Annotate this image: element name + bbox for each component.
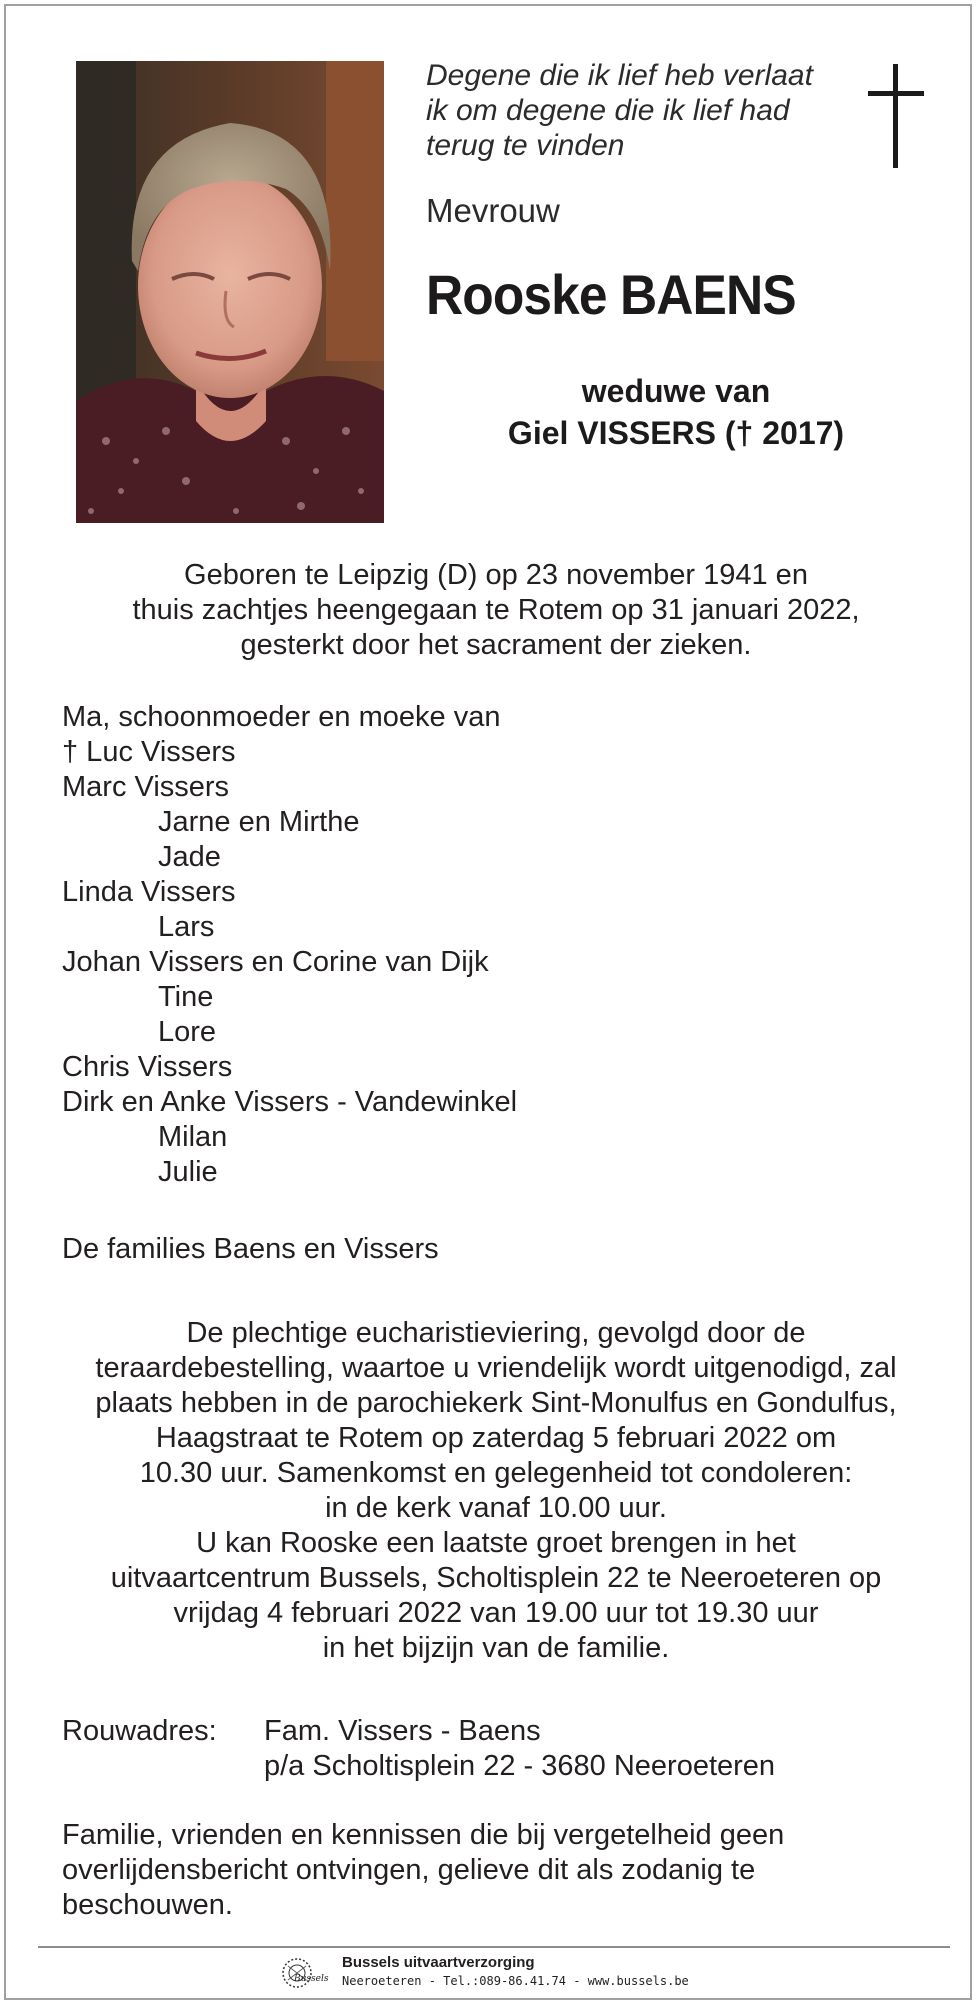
footer-text [342, 1954, 689, 1990]
family-member: Chris Vissers [62, 1051, 233, 1083]
address-line: p/a Scholtisplein 22 - 3680 Neeroeteren [264, 1750, 776, 1782]
family-intro: Ma, schoonmoeder en moeke van [62, 701, 501, 733]
notice-line: beschouwen. [62, 1889, 233, 1921]
ceremony-line: U kan Rooske een laatste groet brengen in het [196, 1527, 796, 1559]
cross-icon [868, 64, 924, 168]
families-line: De families Baens en Vissers [62, 1233, 439, 1265]
family-member: Linda Vissers [62, 876, 236, 908]
salutation: Mevrouw [426, 192, 560, 229]
ceremony-line: in het bijzijn van de familie. [322, 1632, 670, 1664]
ceremony-line: uitvaartcentrum Bussels, Scholtisplein 22 te Neeroeteren op [110, 1562, 882, 1594]
widow-of [446, 370, 906, 454]
logo-text: Bussels [294, 1974, 329, 1984]
grandchild: Julie [158, 1156, 218, 1188]
deceased-name: Rooske BAENS [426, 263, 796, 326]
verse-line: Degene die ik lief heb verlaat [426, 59, 813, 92]
family-member: Johan Vissers en Corine van Dijk [62, 946, 489, 978]
ceremony-line: in de kerk vanaf 10.00 uur. [325, 1492, 667, 1524]
grandchild: Tine [158, 981, 214, 1013]
family-member: Marc Vissers [62, 771, 230, 803]
memorial-verse [426, 58, 846, 163]
family-member: Dirk en Anke Vissers - Vandewinkel [62, 1086, 518, 1118]
obituary-card [4, 4, 972, 2000]
death-line: thuis zachtjes heengegaan te Rotem op 31 januari 2022, [132, 594, 860, 626]
ceremony-line: 10.30 uur. Samenkomst en gelegenheid tot condoleren: [139, 1457, 853, 1489]
grandchild: Jarne en Mirthe [158, 806, 360, 838]
ceremony-line: teraardebestelling, waartoe u vriendelijk wordt uitgenodigd, zal [95, 1352, 897, 1384]
company-logo [280, 1956, 332, 1992]
ceremony-line: vrijdag 4 februari 2022 van 19.00 uur tot 19.30 uur [173, 1597, 819, 1629]
birth-death-info [46, 558, 946, 663]
ceremony-line: plaats hebben in de parochiekerk Sint-Monulfus en Gondulfus, [95, 1387, 897, 1419]
verse-line: terug te vinden [426, 129, 625, 162]
company-name: Bussels uitvaartverzorging [342, 1954, 535, 1971]
sacrament-line: gesterkt door het sacrament der zieken. [240, 629, 752, 661]
address-line: Fam. Vissers - Baens [264, 1715, 541, 1747]
grandchild: Lars [158, 911, 215, 943]
notice-line: overlijdensbericht ontvingen, gelieve dit als zodanig te [62, 1854, 756, 1886]
ceremony-info [46, 1316, 946, 1666]
widow-line: weduwe van [581, 373, 771, 409]
family-member: † Luc Vissers [62, 736, 236, 768]
verse-line: ik om degene die ik lief had [426, 94, 790, 127]
grandchild: Milan [158, 1121, 228, 1153]
ceremony-line: Haagstraat te Rotem op zaterdag 5 februari 2022 om [155, 1422, 837, 1454]
family-list [62, 700, 922, 1190]
portrait-photo [76, 61, 384, 523]
grandchild: Lore [158, 1016, 217, 1048]
company-contact: Neeroeteren - Tel.:089-86.41.74 - www.bussels.be [342, 1974, 689, 1988]
notice-line: Familie, vrienden en kennissen die bij vergetelheid geen [62, 1819, 785, 1851]
address-label: Rouwadres: [62, 1715, 217, 1747]
grandchild: Jade [158, 841, 221, 873]
spouse-name: Giel VISSERS († 2017) [507, 415, 845, 451]
ceremony-line: De plechtige eucharistieviering, gevolgd door de [186, 1317, 806, 1349]
notice-text [62, 1818, 862, 1923]
birth-line: Geboren te Leipzig (D) op 23 november 1941 en [184, 559, 808, 591]
portrait-image [76, 61, 384, 523]
footer-divider [38, 1946, 950, 1948]
